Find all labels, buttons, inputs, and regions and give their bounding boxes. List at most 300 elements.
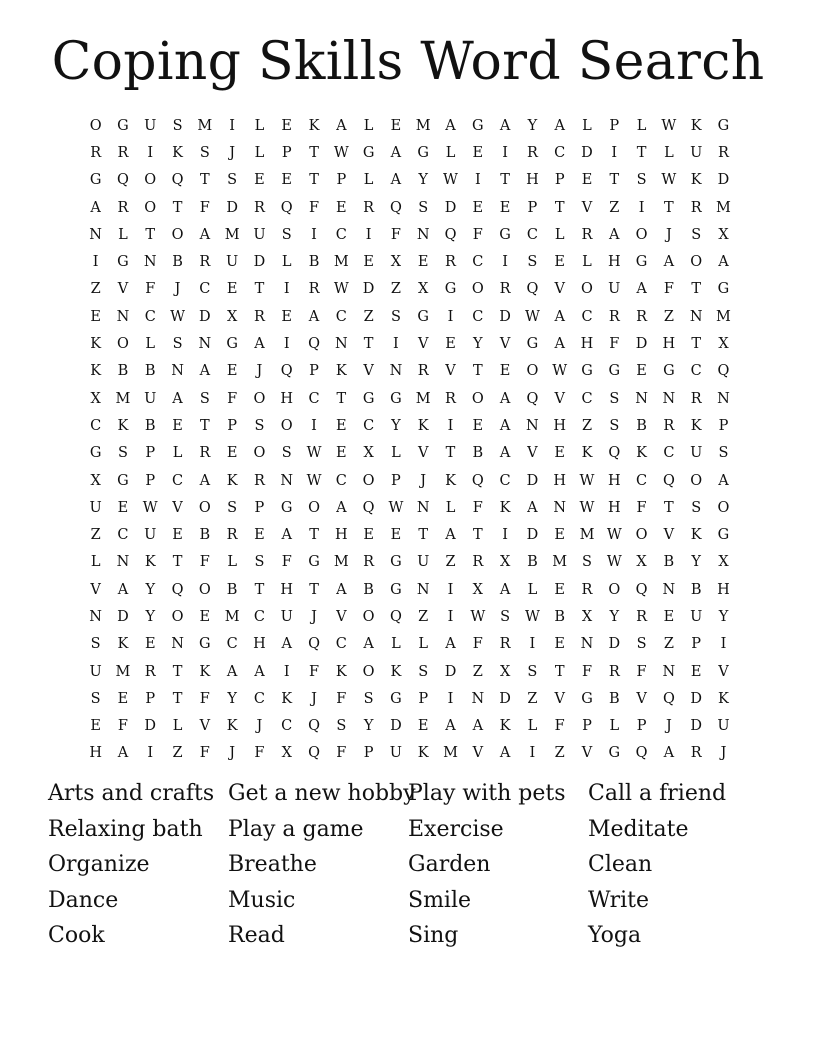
grid-letter: D [144,718,157,735]
word-list-item: Clean [588,852,653,877]
grid-letter: E [417,718,429,735]
grid-letter: J [256,363,263,380]
grid-letter: S [227,499,238,516]
grid-letter: N [389,363,403,380]
grid-letter: R [445,390,456,407]
grid-letter: P [281,144,292,161]
grid-letter: W [552,363,568,380]
grid-letter: S [609,390,620,407]
word-list-item: Meditate [588,816,689,842]
grid-letter: P [418,690,429,707]
grid-letter: R [636,308,648,325]
grid-letter: N [89,608,102,625]
grid-letter: A [226,663,238,680]
grid-letter: G [390,581,402,598]
grid-letter: V [472,745,484,762]
grid-letter: N [580,636,594,653]
grid-letter: E [199,608,211,625]
grid-letter: W [306,472,322,489]
grid-letter: C [171,472,184,489]
grid-letter: V [581,199,593,216]
grid-letter: N [662,663,676,680]
grid-letter: N [334,336,348,353]
grid-letter: S [172,336,183,353]
grid-letter: I [638,199,645,216]
grid-letter: N [116,554,130,571]
grid-letter: I [502,527,508,544]
grid-letter: G [608,363,621,380]
grid-letter: C [253,690,265,707]
grid-letter: G [663,363,675,380]
grid-letter: B [117,363,129,380]
grid-letter: T [554,663,565,680]
grid-letter: J [311,690,317,707]
grid-letter: K [690,117,702,134]
grid-letter: L [445,499,456,516]
grid-letter: X [363,445,374,462]
grid-letter: E [554,527,565,544]
grid-letter: E [363,254,374,271]
grid-letter: T [554,199,565,216]
grid-letter: B [527,554,538,571]
grid-letter: W [524,608,540,625]
grid-letter: K [417,745,429,762]
grid-letter: E [254,527,265,544]
grid-letter: C [581,308,593,325]
grid-letter: D [444,663,457,680]
grid-letter: F [145,281,156,298]
grid-letter: I [502,254,508,271]
grid-letter: F [336,745,347,762]
grid-letter: G [472,117,484,134]
grid-letter: C [226,636,238,653]
grid-letter: F [472,226,483,243]
grid-letter: F [281,554,292,571]
grid-letter: A [390,172,402,189]
grid-letter: T [472,527,483,544]
grid-letter: X [636,554,647,571]
word-list-item: Exercise [408,816,504,842]
grid-letter: R [690,390,702,407]
grid-letter: Q [635,745,648,762]
grid-letter: T [172,554,183,571]
grid-letter: X [226,308,238,325]
grid-letter: L [227,554,237,571]
grid-letter: W [661,117,677,134]
grid-letter: G [417,308,429,325]
grid-letter: L [582,254,592,271]
grid-letter: Z [90,527,101,544]
grid-letter: K [308,117,320,134]
word-list-item: Organize [48,852,150,877]
grid-letter: Z [527,690,538,707]
grid-letter: B [199,527,211,544]
grid-letter: N [416,226,430,243]
grid-letter: S [281,445,292,462]
grid-letter: P [718,417,729,434]
grid-letter: D [226,199,238,216]
grid-letter: T [691,336,702,353]
grid-letter: Y [473,336,483,353]
grid-letter: I [502,144,508,161]
grid-letter: H [526,172,539,189]
grid-letter: I [447,308,454,325]
word-list [48,778,788,956]
grid-letter: E [581,172,593,189]
grid-letter: E [117,690,129,707]
grid-letter: E [90,308,101,325]
grid-letter: G [199,636,211,653]
grid-letter: Y [145,608,156,625]
grid-letter: H [280,581,294,598]
grid-letter: T [472,363,483,380]
grid-letter: R [445,254,456,271]
grid-letter: L [172,445,183,462]
grid-letter: K [690,172,702,189]
grid-letter: V [417,336,429,353]
grid-letter: M [224,608,240,625]
grid-letter: A [527,499,538,516]
grid-letter: Z [390,281,401,298]
grid-letter: G [89,172,102,189]
grid-letter: W [333,144,349,161]
grid-letter: E [226,363,238,380]
grid-letter: M [333,554,349,571]
grid-letter: K [335,363,347,380]
grid-letter: Z [554,745,565,762]
grid-letter: U [144,527,157,544]
grid-letter: A [172,390,183,407]
grid-letter: D [608,636,621,653]
grid-letter: C [144,308,156,325]
grid-letter: Q [717,363,730,380]
grid-letter: U [280,608,293,625]
grid-letter: H [280,390,294,407]
grid-letter: P [527,199,538,216]
grid-letter: H [607,254,621,271]
word-list-item: Smile [408,887,472,913]
grid-letter: U [253,226,266,243]
grid-letter: C [335,636,347,653]
grid-letter: R [144,663,156,680]
grid-letter: C [308,390,320,407]
grid-letter: H [334,527,348,544]
grid-letter: W [661,172,677,189]
grid-letter: O [171,226,184,243]
grid-letter: X [718,336,729,353]
grid-letter: G [717,117,730,134]
grid-letter: G [717,281,730,298]
grid-letter: V [90,581,101,598]
grid-letter: A [199,472,211,489]
grid-letter: B [690,581,702,598]
grid-letter: T [254,581,265,598]
grid-letter: W [170,308,185,325]
grid-letter: V [663,527,675,544]
grid-letter: U [417,554,430,571]
grid-letter: S [90,636,101,653]
grid-letter: E [472,417,484,434]
grid-letter: G [390,690,402,707]
grid-letter: I [229,117,235,134]
page-title: Coping Skills Word Search [51,32,765,92]
grid-letter: F [390,226,401,243]
word-list-item: Arts and crafts [48,781,215,806]
grid-letter: L [445,144,456,161]
grid-letter: E [499,199,511,216]
grid-letter: U [226,254,239,271]
grid-letter: K [90,363,102,380]
grid-letter: Q [308,336,320,353]
grid-letter: E [554,636,565,653]
word-list-item: Call a friend [588,781,727,806]
grid-letter: I [147,144,154,161]
grid-letter: K [144,554,156,571]
grid-letter: V [718,663,729,680]
grid-letter: O [253,390,266,407]
grid-letter: D [581,144,593,161]
grid-letter: K [117,636,129,653]
grid-letter: D [499,308,511,325]
grid-letter: W [470,608,486,625]
grid-letter: N [143,254,157,271]
grid-letter: J [229,745,236,762]
grid-letter: A [554,336,565,353]
grid-letter: R [253,199,265,216]
grid-letter: A [718,254,729,271]
grid-letter: K [199,663,211,680]
grid-letter: G [362,144,375,161]
grid-letter: M [552,554,568,571]
grid-letter: R [499,636,511,653]
grid-letter: V [554,281,565,298]
grid-letter: W [333,281,349,298]
word-list-item: Read [228,923,285,948]
grid-letter: N [89,226,102,243]
grid-letter: A [117,745,129,762]
grid-letter: G [89,445,102,462]
grid-letter: C [90,417,102,434]
grid-letter: Q [280,363,293,380]
grid-letter: X [281,745,292,762]
grid-letter: A [554,308,565,325]
grid-letter: W [579,499,595,516]
grid-letter: A [499,581,511,598]
grid-letter: O [690,472,703,489]
grid-letter: X [718,226,729,243]
grid-letter: W [606,527,622,544]
grid-letter: K [499,718,511,735]
word-list-item: Play a game [228,816,364,842]
grid-letter: C [499,472,511,489]
grid-letter: Z [663,636,674,653]
grid-letter: Q [471,472,484,489]
grid-letter: R [690,745,702,762]
grid-letter: E [226,281,238,298]
grid-letter: R [363,554,375,571]
grid-letter: H [89,745,102,762]
grid-letter: Q [171,581,184,598]
grid-letter: D [390,718,402,735]
grid-letter: O [117,336,129,353]
grid-letter: G [117,472,129,489]
grid-letter: E [281,117,293,134]
grid-letter: K [117,417,129,434]
grid-letter: X [581,608,593,625]
grid-letter: E [499,363,511,380]
grid-letter: L [554,226,565,243]
grid-letter: G [499,226,511,243]
grid-letter: U [144,117,157,134]
grid-letter: O [280,417,293,434]
grid-letter: N [416,499,430,516]
word-search-grid [82,112,737,767]
grid-letter: C [335,226,347,243]
grid-letter: E [472,144,484,161]
grid-letter: I [447,608,454,625]
grid-letter: C [636,472,648,489]
grid-letter: T [172,663,183,680]
grid-letter: D [253,254,266,271]
grid-letter: L [281,254,292,271]
grid-letter: E [636,363,647,380]
grid-letter: I [447,417,454,434]
word-list-item: Relaxing bath [48,816,203,842]
grid-letter: E [226,445,238,462]
grid-letter: V [499,336,511,353]
grid-letter: F [117,718,128,735]
grid-letter: Y [145,581,156,598]
grid-letter: A [445,718,456,735]
grid-letter: R [117,144,129,161]
grid-letter: O [362,663,375,680]
grid-letter: W [306,445,322,462]
grid-letter: G [117,254,129,271]
grid-letter: L [145,336,156,353]
grid-letter: K [172,144,183,161]
grid-letter: E [554,581,565,598]
grid-letter: B [308,254,320,271]
grid-letter: D [117,608,129,625]
grid-letter: R [526,144,538,161]
grid-letter: J [311,608,317,625]
word-list-item: Yoga [588,923,642,948]
grid-letter: K [718,690,729,707]
grid-letter: D [199,308,211,325]
grid-letter: U [717,718,730,735]
grid-letter: C [663,445,675,462]
grid-letter: Y [691,554,701,571]
grid-letter: R [581,581,593,598]
grid-letter: V [417,445,429,462]
grid-letter: Q [308,745,320,762]
grid-letter: S [90,690,101,707]
grid-letter: L [254,117,265,134]
grid-letter: T [200,417,210,434]
grid-letter: I [283,663,290,680]
grid-letter: O [608,581,621,598]
grid-letter: T [664,499,674,516]
grid-letter: L [363,117,374,134]
grid-letter: F [581,663,593,680]
grid-letter: D [526,527,539,544]
grid-letter: K [499,499,511,516]
grid-letter: K [226,718,238,735]
grid-letter: A [254,336,265,353]
grid-letter: U [389,745,403,762]
grid-letter: X [499,554,511,571]
grid-letter: A [199,363,211,380]
grid-letter: T [172,690,183,707]
grid-letter: F [199,554,210,571]
grid-letter: F [227,390,238,407]
grid-letter: N [662,390,676,407]
grid-letter: L [90,554,101,571]
grid-letter: R [253,308,265,325]
grid-letter: O [362,608,375,625]
grid-letter: G [608,745,621,762]
grid-letter: P [145,472,156,489]
grid-letter: I [447,581,454,598]
grid-letter: G [117,117,129,134]
grid-letter: X [90,390,101,407]
grid-letter: M [443,745,458,762]
grid-letter: N [171,636,184,653]
grid-letter: A [254,663,265,680]
grid-letter: P [309,363,319,380]
grid-letter: A [445,636,456,653]
grid-letter: Q [389,199,402,216]
grid-letter: V [363,363,374,380]
grid-letter: T [609,172,620,189]
grid-letter: V [199,718,211,735]
grid-letter: Y [227,690,237,707]
grid-letter: V [336,608,347,625]
grid-letter: T [336,390,347,407]
grid-letter: F [308,663,320,680]
grid-letter: T [254,281,265,298]
grid-letter: C [526,226,538,243]
grid-letter: G [526,336,539,353]
grid-letter: L [609,718,620,735]
grid-letter: O [253,445,266,462]
grid-letter: D [635,336,648,353]
grid-letter: Q [662,472,675,489]
grid-letter: G [226,336,238,353]
grid-letter: S [691,499,702,516]
grid-letter: U [690,608,703,625]
grid-letter: Q [526,390,539,407]
grid-letter: I [611,144,618,161]
grid-letter: F [336,690,347,707]
grid-letter: E [445,336,456,353]
grid-letter: S [691,226,702,243]
grid-letter: E [663,608,675,625]
grid-letter: I [365,226,372,243]
grid-letter: J [229,144,236,161]
grid-letter: I [447,690,454,707]
grid-letter: F [199,690,210,707]
grid-letter: P [582,718,592,735]
grid-letter: E [117,499,129,516]
grid-letter: T [500,172,510,189]
grid-letter: V [636,690,647,707]
grid-letter: E [554,445,565,462]
grid-letter: R [199,254,211,271]
grid-letter: I [92,254,99,271]
word-list-item: Music [228,887,296,913]
grid-letter: D [690,718,702,735]
